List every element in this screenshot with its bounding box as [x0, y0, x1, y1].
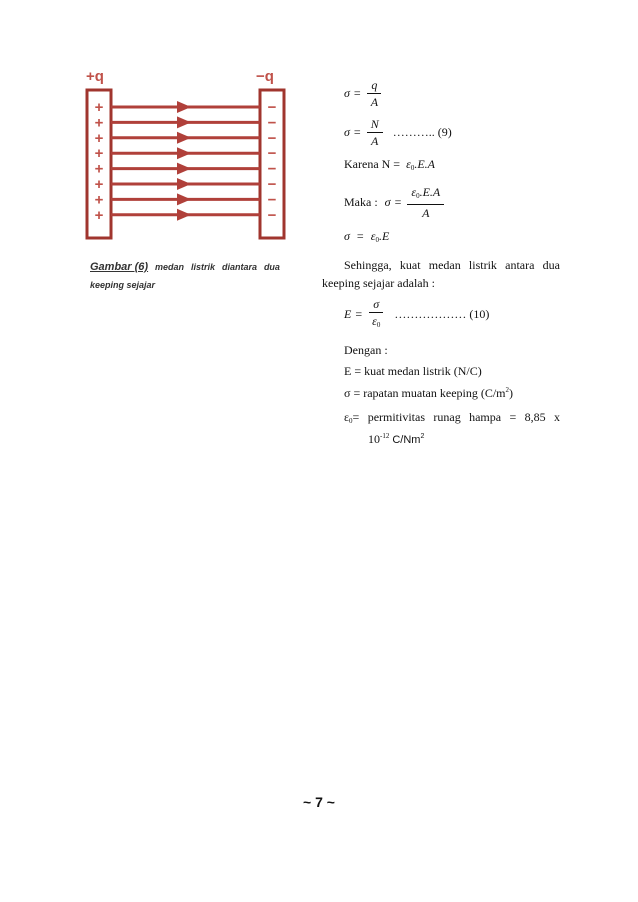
minus-sign: −	[267, 114, 277, 132]
caption-word: dua	[263, 262, 280, 272]
plus-sign: +	[94, 206, 104, 224]
minus-sign: −	[267, 191, 277, 209]
parallel-plates-figure	[84, 66, 292, 242]
dengan-label: Dengan :	[344, 343, 388, 357]
plus-signs	[95, 99, 104, 224]
field-arrow-icon	[177, 147, 191, 159]
negative-charge-label: −q	[256, 68, 274, 85]
equation-9: σ = $\frac{N}{A}$ ……….. (9)	[344, 117, 452, 148]
karena-line: Karena $N = \varepsilon_0.E.A$	[344, 157, 435, 172]
caption-word: diantara	[221, 262, 257, 272]
minus-sign: −	[267, 206, 277, 224]
minus-sign: −	[267, 129, 277, 147]
caption-line2: keeping sejajar	[90, 280, 156, 290]
equation-sigma-q-over-a: σ = $\frac{q}{A}$	[344, 78, 384, 109]
field-arrow-icon	[177, 178, 191, 190]
minus-signs	[268, 99, 277, 224]
plus-sign: +	[94, 145, 104, 163]
field-lines	[111, 101, 260, 221]
plus-sign: +	[94, 129, 104, 147]
definition-e: E = kuat medan listrik (N/C)	[344, 364, 482, 378]
minus-sign: −	[267, 160, 277, 178]
plus-sign: +	[94, 176, 104, 193]
figure-caption	[90, 258, 280, 294]
equation-9-tag: ……….. (9)	[392, 125, 452, 139]
minus-sign: −	[267, 145, 277, 163]
field-arrow-icon	[177, 132, 191, 144]
minus-sign: −	[267, 176, 277, 193]
plus-sign: +	[94, 99, 104, 116]
definition-epsilon: $\varepsilon_0$ = permitivitas runag hampa = 8,85 x	[344, 410, 560, 425]
paragraph-line1: Sehingga, kuat medan listrik antara dua	[344, 258, 560, 272]
caption-word: medan	[155, 262, 185, 272]
maka-equation: Maka : σ = $\frac{\varepsilon_0.E.A}{A}$	[344, 185, 446, 220]
field-arrow-icon	[177, 209, 191, 221]
definition-epsilon-value: $10^{-12}$ C/Nm$^2$	[368, 432, 425, 446]
plus-sign: +	[94, 191, 104, 209]
equation-sigma-eps-e: $\sigma = \varepsilon_0.E$	[344, 229, 390, 244]
field-arrow-icon	[177, 116, 191, 128]
equation-10: E = $\frac{\sigma}{\varepsilon_0}$ ……………… (10)	[344, 297, 490, 329]
page-number: ~ 7 ~	[303, 794, 335, 810]
minus-sign: −	[267, 99, 277, 116]
definition-sigma: σ = rapatan muatan keeping $(C/m^2)$	[344, 386, 514, 400]
plus-sign: +	[94, 114, 104, 132]
field-arrow-icon	[177, 163, 191, 175]
caption-lead: Gambar (6)	[90, 261, 149, 273]
field-arrow-icon	[177, 193, 191, 205]
positive-charge-label: +q	[86, 68, 104, 85]
equation-10-tag: ……………… (10)	[394, 307, 490, 321]
plus-sign: +	[94, 160, 104, 178]
paragraph-line2: keeping sejajar adalah :	[322, 276, 435, 290]
field-arrow-icon	[177, 101, 191, 113]
caption-word: listrik	[191, 262, 216, 272]
